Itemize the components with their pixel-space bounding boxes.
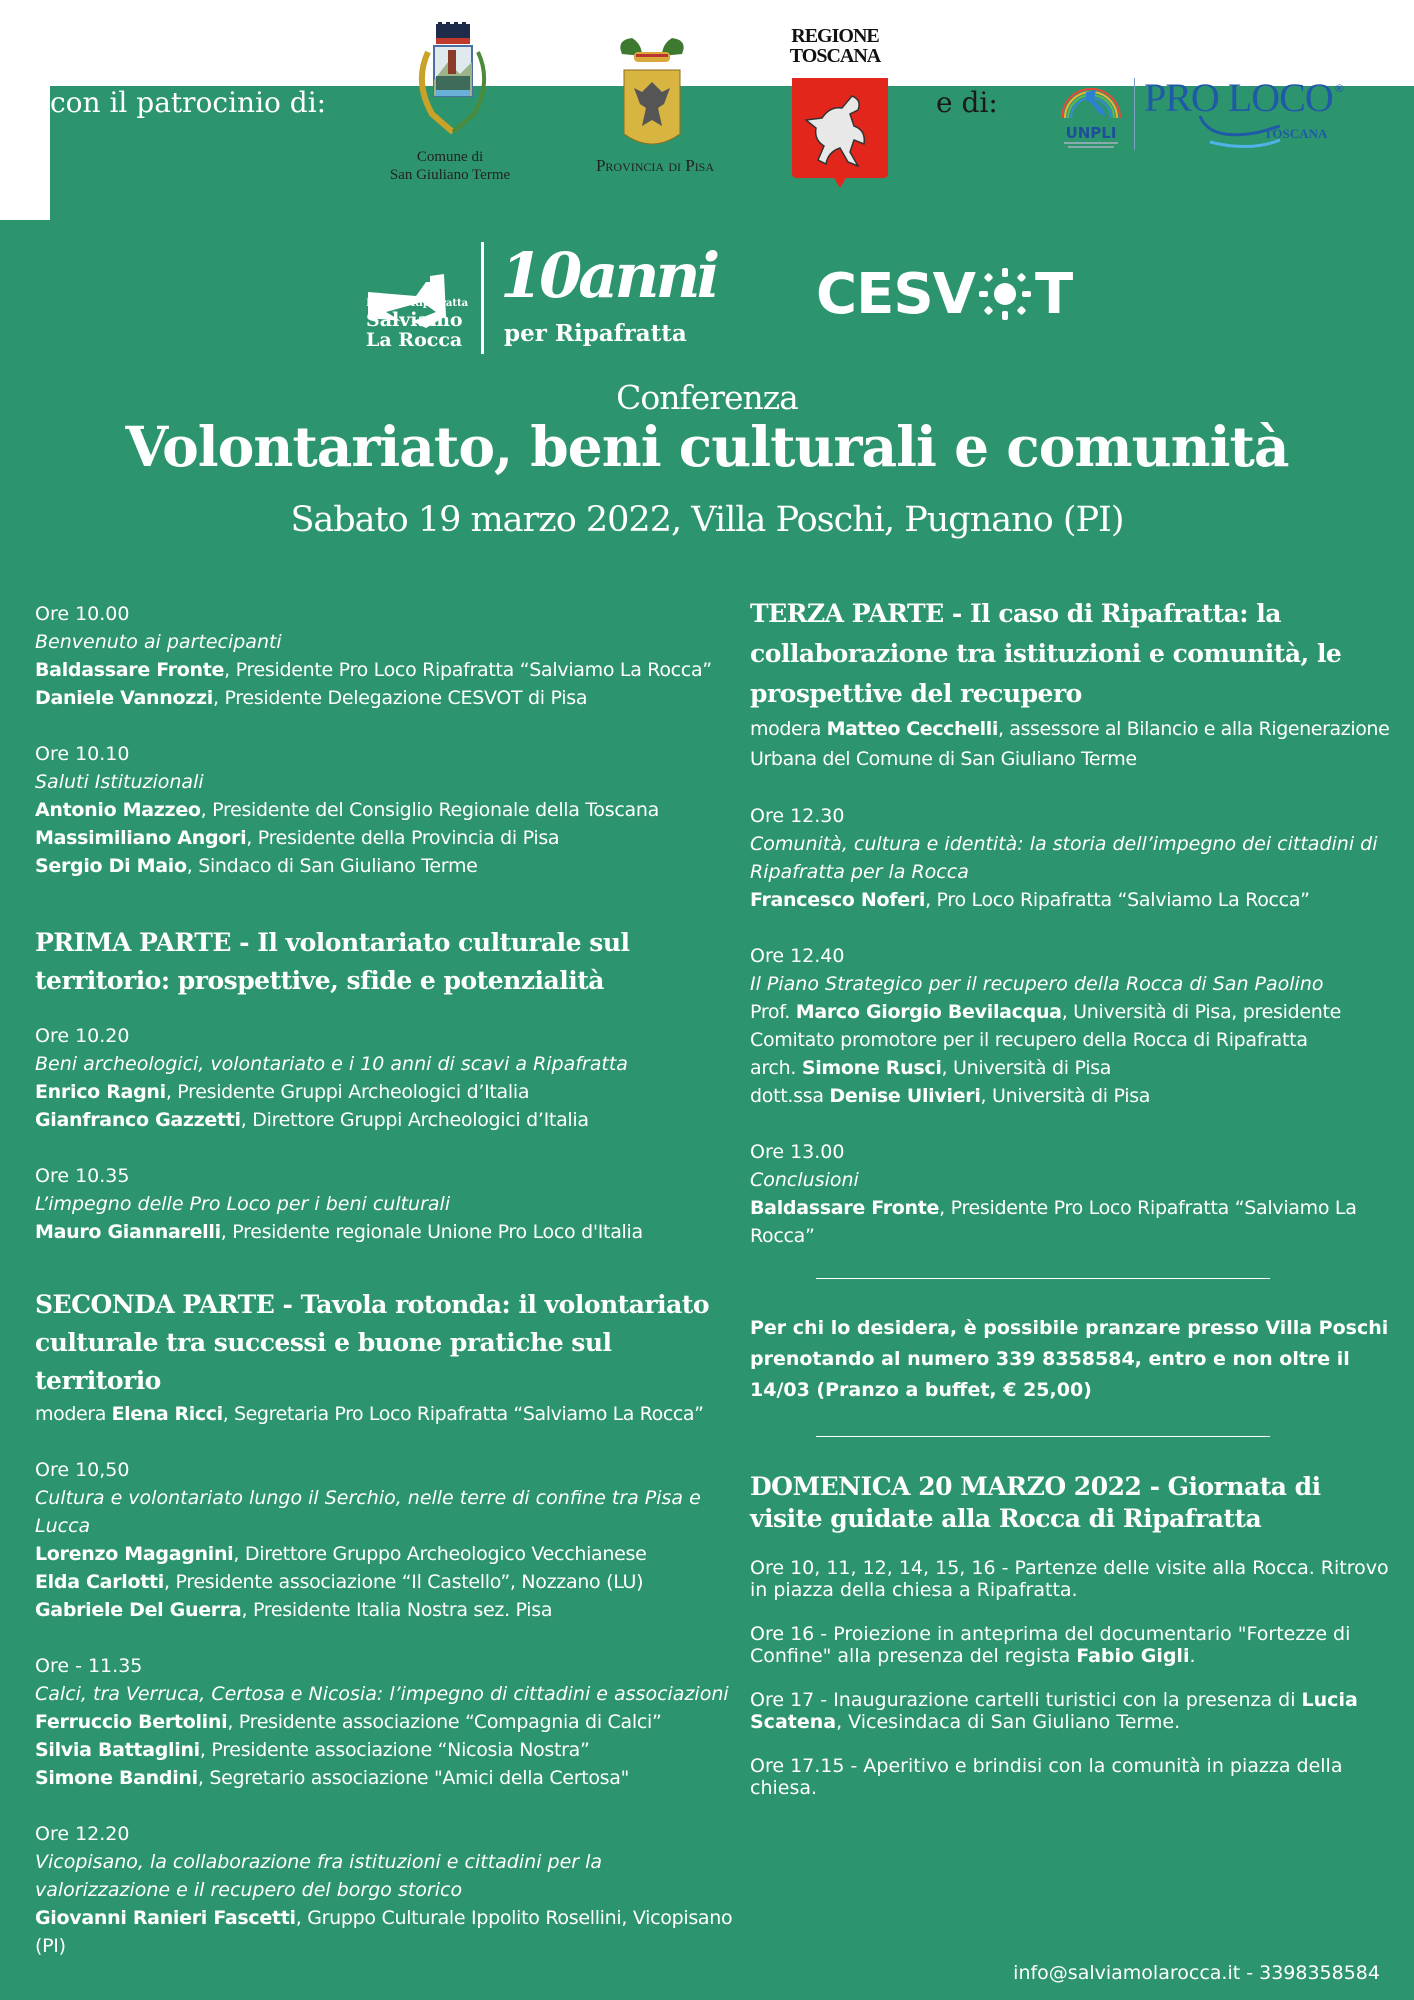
seconda-parte-moderator [35,1400,735,1428]
session-time: Ore 10.35 [35,1165,130,1187]
speaker-name: Massimiliano Angori [35,827,247,849]
sunday-items [750,1557,1390,1799]
contact-info[interactable]: info@salviamolarocca.it - 3398358584 [1013,1962,1380,1984]
rocca-title-line2: La Rocca [366,329,463,351]
anni-logo-subtitle: per Ripafratta [504,320,687,347]
seconda-parte-sessions [35,1456,735,1960]
speaker-name: Mauro Giannarelli [35,1221,221,1243]
speaker-role: , Presidente Delegazione CESVOT di Pisa [212,687,588,709]
speaker-role: , Presidente regionale Unione Pro Loco d'Italia [220,1221,643,1243]
conference-title: Volontariato, beni culturali e comunità [125,414,1289,479]
prima-parte-title: PRIMA PARTE - Il volontariato culturale sul territorio: prospettive, sfide e potenzialità [35,928,630,995]
speaker-line [35,1568,735,1596]
speaker-name: Antonio Mazzeo [35,799,201,821]
speaker-role: , Presidente della Provincia di Pisa [246,827,560,849]
prima-parte-sessions [35,1022,735,1246]
speaker-line [35,824,735,852]
speaker-name: Lorenzo Magagnini [35,1543,234,1565]
sunday-title: DOMENICA 20 MARZO 2022 - Giornata di visite guidate alla Rocca di Ripafratta [750,1472,1321,1533]
session-topic: Cultura e volontariato lungo il Serchio, nelle terre di confine tra Pisa e Lucca [35,1487,701,1537]
regione-pegasus-icon [792,78,888,190]
session-topic: Conclusioni [750,1169,859,1191]
speaker-name: Giovanni Ranieri Fascetti [35,1907,296,1929]
speaker-line [35,1764,735,1792]
comune-caption-line1: Comune di [416,149,484,165]
sunday-item-text: Ore 17.15 - Aperitivo e brindisi con la comunità in piazza della chiesa. [750,1755,1343,1799]
session-block [35,1820,735,1960]
terza-parte-moderator [750,714,1390,774]
speaker-name: Baldassare Fronte [750,1197,940,1219]
speaker-role: , Presidente associazione “Compagnia di Calci” [227,1711,662,1733]
speaker-line [750,998,1390,1054]
logo-separator [481,242,484,354]
session-topic: Calci, tra Verruca, Certosa e Nicosia: l’impegno di cittadini e associazioni [35,1683,729,1705]
speaker-line [35,1596,735,1624]
comune-caption [360,148,540,184]
rocca-proloco-label [366,298,468,309]
sunday-item [750,1557,1390,1601]
session-topic: Beni archeologici, volontariato e i 10 anni di scavi a Ripafratta [35,1053,628,1075]
sunday-item-text: Ore 16 - Proiezione in anteprima del documentario "Fortezze di Confine" alla presenza del regista [750,1623,1351,1667]
regione-title [780,26,890,66]
and-label: e di: [936,86,998,119]
session-block [750,942,1390,1110]
conference-date-place: Sabato 19 marzo 2022, Villa Poschi, Pugnano (PI) [290,500,1124,540]
session-topic: Benvenuto ai partecipanti [35,631,282,653]
speaker-name: Sergio Di Maio [35,855,187,877]
speaker-role: , Gruppo Culturale Ippolito Rosellini, Vicopisano (PI) [35,1907,733,1957]
session-block [35,1652,735,1792]
unpli-text: UNPLI [1065,124,1117,142]
anni-logo-text: 10anni [500,239,717,312]
intro-sessions [35,600,735,880]
speaker-line [35,1106,735,1134]
speaker-name: Ferruccio Bertolini [35,1711,228,1733]
seconda-parte-title: SECONDA PARTE - Tavola rotonda: il volontariato culturale tra successi e buone pratiche sul territorio [35,1290,710,1395]
session-topic: Vicopisano, la collaborazione fra istituzioni e cittadini per la valorizzazione e il recupero del borgo storico [35,1851,603,1901]
session-block [35,600,735,712]
speaker-role: , Presidente Italia Nostra sez. Pisa [241,1599,553,1621]
session-time: Ore 10.20 [35,1025,130,1047]
speaker-name: Simone Bandini [35,1767,198,1789]
divider-line [816,1436,1270,1437]
speaker-line [35,1078,735,1106]
speaker-prefix: arch. [750,1057,802,1079]
sunday-item [750,1623,1390,1667]
moderator-prefix: modera [35,1403,112,1425]
speaker-line [35,1540,735,1568]
moderator-role: , Segretaria Pro Loco Ripafratta “Salviamo La Rocca” [222,1403,704,1425]
speaker-line [750,886,1390,914]
speaker-line [35,656,735,684]
spacer [35,1274,735,1286]
session-time: Ore - 11.35 [35,1655,143,1677]
session-block [35,740,735,880]
moderator-prefix: modera [750,718,827,740]
speaker-line [35,1218,735,1246]
speaker-role: , Presidente associazione “Nicosia Nostra” [199,1739,590,1761]
speaker-role: , Presidente Pro Loco Ripafratta “Salviamo La Rocca” [750,1197,1357,1247]
speaker-role: , Università di Pisa [941,1057,1112,1079]
sunday-item-after: . [1189,1645,1196,1667]
speaker-role: , Sindaco di San Giuliano Terme [186,855,478,877]
rocca-ripafratta: Ripafratta [410,298,469,309]
speaker-name: Gabriele Del Guerra [35,1599,242,1621]
speaker-role: , Università di Pisa [980,1085,1151,1107]
main-panel [0,220,1414,2000]
proloco-title: PRO LOCO [1144,75,1333,120]
session-time: Ore 12.40 [750,945,845,967]
lunch-note: Per chi lo desidera, è possibile pranzare presso Villa Poschi prenotando al numero 339 8358584, entro e non oltre il 14/03 (Pranzo a buffet, € 25,00) [750,1317,1389,1401]
proloco-divider [1134,78,1135,150]
speaker-role: , Presidente associazione “Il Castello”, Nozzano (LU) [164,1571,644,1593]
comune-caption-line2: San Giuliano Terme [389,167,511,183]
rocca-title [366,310,463,350]
comune-crest-icon [408,22,498,140]
session-topic: Il Piano Strategico per il recupero della Rocca di San Paolino [750,973,1324,995]
speaker-name: Francesco Noferi [750,889,926,911]
spacer [35,908,735,924]
divider-line [816,1278,1270,1279]
session-topic: Comunità, cultura e identità: la storia dell’impegno dei cittadini di Ripafratta per la Rocca [750,833,1378,883]
speaker-line [35,796,735,824]
session-time: Ore 13.00 [750,1141,845,1163]
sunday-item-bold: Fabio Gigli [1076,1645,1190,1667]
session-block [35,1162,735,1246]
cesvot-sun-icon [977,266,1033,322]
session-block [750,802,1390,914]
session-time: Ore 12.20 [35,1823,130,1845]
speaker-line [35,1708,735,1736]
session-time: Ore 10.00 [35,603,130,625]
cesvot-left: CESV [816,262,976,327]
speaker-name: Silvia Battaglini [35,1739,200,1761]
speaker-line [35,852,735,880]
speaker-role: , Presidente Pro Loco Ripafratta “Salviamo La Rocca” [224,659,712,681]
sunday-item [750,1689,1390,1733]
session-block [35,1022,735,1134]
speaker-prefix: dott.ssa [750,1085,830,1107]
program-right-column [750,600,1390,1821]
sunday-item-text: Ore 17 - Inaugurazione cartelli turistici con la presenza di [750,1689,1302,1711]
conference-label: Conferenza [616,378,798,417]
speaker-role: , Università di Pisa, presidente Comitato promotore per il recupero della Rocca di Ripafratta [750,1001,1342,1051]
speaker-role: , Pro Loco Ripafratta “Salviamo La Rocca” [925,889,1310,911]
patronage-band [0,0,1414,220]
session-block [35,1456,735,1624]
cesvot-right: T [1035,262,1073,327]
session-topic: Saluti Istituzionali [35,771,204,793]
speaker-role: , Direttore Gruppi Archeologici d’Italia [240,1109,589,1131]
session-time: Ore 10.10 [35,743,130,765]
terza-parte-sessions [750,802,1390,1250]
speaker-role: , Presidente del Consiglio Regionale della Toscana [200,799,659,821]
moderator-role: , assessore al Bilancio e alla Rigenerazione Urbana del Comune di San Giuliano Terme [750,718,1390,770]
speaker-role: , Segretario associazione "Amici della Certosa" [197,1767,630,1789]
provincia-caption: Provincia di Pisa [595,156,715,175]
proloco-subtitle: TOSCANA [1264,126,1328,141]
speaker-line [35,1736,735,1764]
terza-parte-title: TERZA PARTE - Il caso di Ripafratta: la collaborazione tra istituzioni e comunità, le prospettive del recupero [750,599,1342,708]
registered-mark: ® [1334,82,1345,95]
patronage-label: con il patrocinio di: [50,86,1414,1866]
speaker-name: Elda Carlotti [35,1571,165,1593]
regione-line2: TOSCANA [789,45,881,67]
speaker-role: , Direttore Gruppo Archeologico Vecchianese [233,1543,647,1565]
speaker-line [35,684,735,712]
speaker-name: Baldassare Fronte [35,659,225,681]
speaker-name: Enrico Ragni [35,1081,166,1103]
sunday-item [750,1755,1390,1799]
speaker-line [35,1904,735,1960]
speaker-line [750,1082,1390,1110]
sunday-item-bold: Lucia Scatena [750,1689,1358,1733]
session-time: Ore 10,50 [35,1459,130,1481]
sunday-item-after: , Vicesindaca di San Giuliano Terme. [836,1711,1181,1733]
cesvot-logo [816,262,1072,327]
speaker-name: Gianfranco Gazzetti [35,1109,241,1131]
speaker-name: Marco Giorgio Bevilacqua [795,1001,1062,1023]
moderator-name: Elena Ricci [111,1403,223,1425]
speaker-name: Daniele Vannozzi [35,687,213,709]
regione-line1: REGIONE [791,25,879,47]
session-topic: L’impegno delle Pro Loco per i beni culturali [35,1193,451,1215]
sunday-item-text: Ore 10, 11, 12, 14, 15, 16 - Partenze delle visite alla Rocca. Ritrovo in piazza della chiesa a Ripafratta. [750,1557,1389,1601]
speaker-role: , Presidente Gruppi Archeologici d’Italia [165,1081,530,1103]
speaker-prefix: Prof. [750,1001,796,1023]
provincia-crest-icon [612,34,692,152]
session-time: Ore 12.30 [750,805,845,827]
speaker-line [750,1054,1390,1082]
unpli-logo-icon [1056,78,1126,152]
rocca-prefix: Pro loco [366,298,411,309]
rocca-title-line1: Salviamo [366,309,463,331]
moderator-name: Matteo Cecchelli [826,718,998,740]
speaker-name: Denise Ulivieri [829,1085,981,1107]
program-left-column [35,600,735,1988]
speaker-line [750,1194,1390,1250]
session-block [750,1138,1390,1250]
speaker-name: Simone Rusci [801,1057,942,1079]
